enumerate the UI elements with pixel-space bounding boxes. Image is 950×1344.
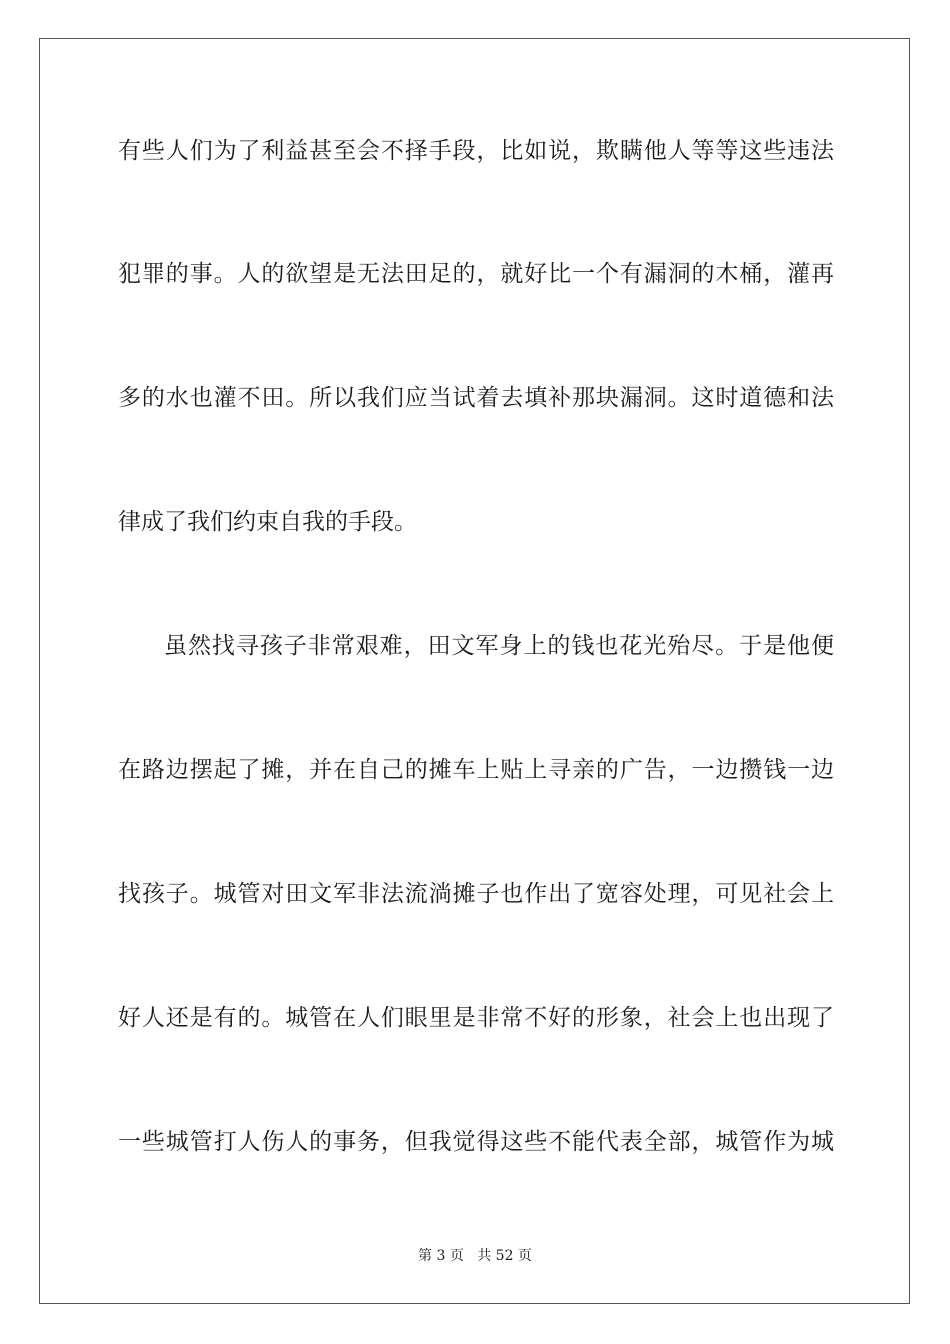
body-line-1: 有些人们为了利益甚至会不择手段，比如说，欺瞒他人等等这些违法 [118, 138, 834, 164]
body-line-7: 找孩子。城管对田文军非法流淌摊子也作出了宽容处理，可见社会上 [118, 881, 834, 907]
body-line-8: 好人还是有的。城管在人们眼里是非常不好的形象，社会上也出现了 [118, 1005, 834, 1031]
body-line-3: 多的水也灌不田。所以我们应当试着去填补那块漏洞。这时道德和法 [118, 385, 834, 411]
body-line-9: 一些城管打人伤人的事务，但我觉得这些不能代表全部，城管作为城 [118, 1129, 834, 1155]
page-total: 共 52 页 [477, 1248, 532, 1264]
body-line-5: 虽然找寻孩子非常艰难，田文军身上的钱也花光殆尽。于是他便 [164, 633, 834, 659]
page-number: 第 3 页 [418, 1248, 464, 1264]
page-footer [0, 1246, 950, 1266]
page-border [39, 38, 910, 1304]
body-line-6: 在路边摆起了摊，并在自己的摊车上贴上寻亲的广告，一边攒钱一边 [118, 757, 834, 783]
body-line-4: 律成了我们约束自我的手段。 [118, 509, 417, 535]
body-line-2: 犯罪的事。人的欲望是无法田足的，就好比一个有漏洞的木桶，灌再 [118, 261, 834, 287]
